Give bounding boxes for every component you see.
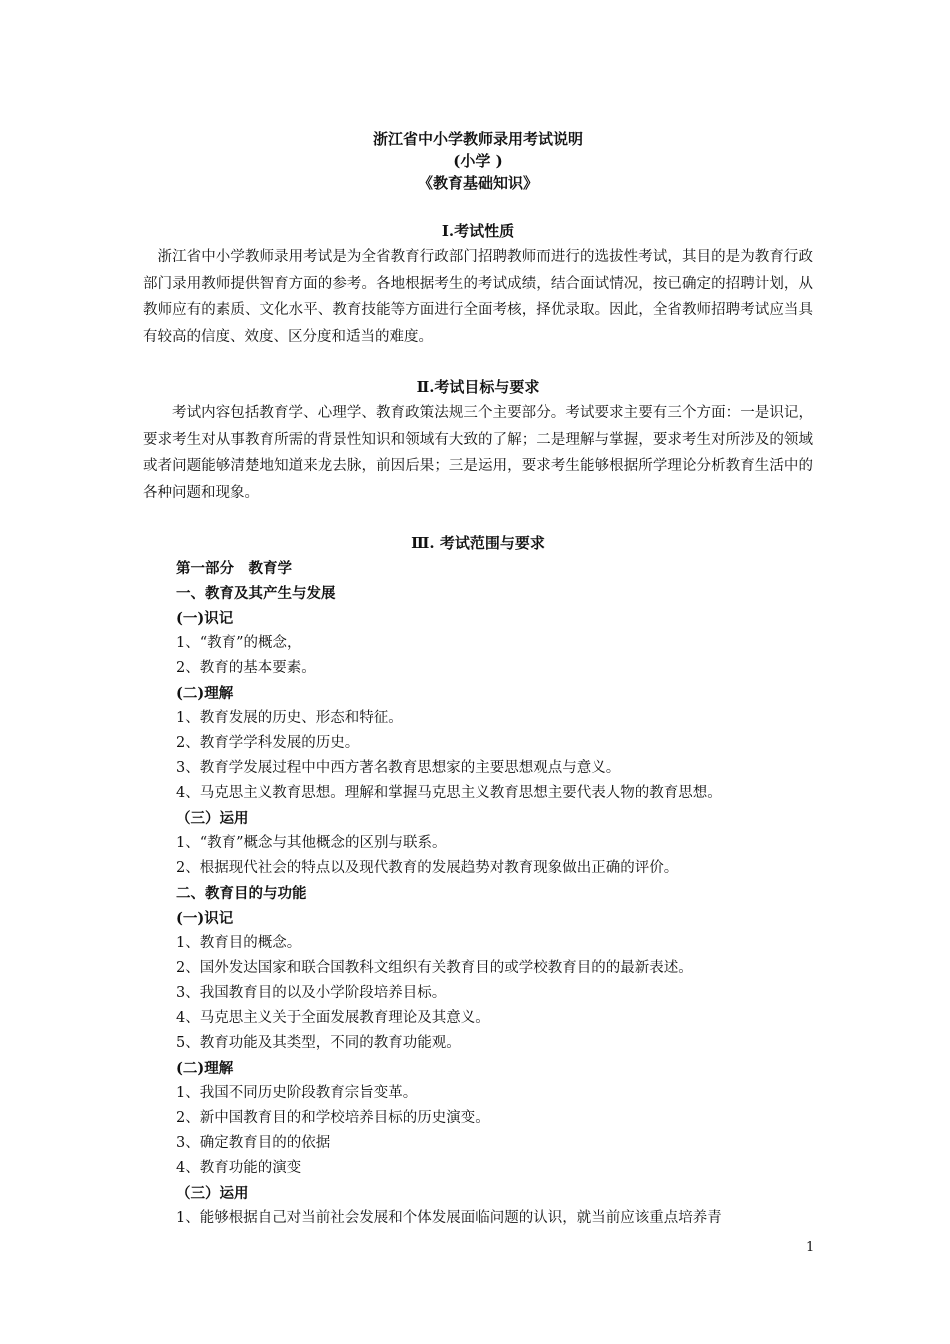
chapter-2-understand-heading: (二)理解 xyxy=(176,1060,234,1077)
chapter-2-apply-heading: （三）运用 xyxy=(176,1185,249,1202)
chapter-2-title: 二、教育目的与功能 xyxy=(176,885,307,902)
list-item: 1、“教育”的概念， xyxy=(176,635,302,651)
section-2-paragraph: 考试内容包括教育学、心理学、教育政策法规三个主要部分。考试要求主要有三个方面：一是识记，要求考生对从事教育所需的背景性知识和领域有大致的了解；二是理解与掌握，要求考生对所涉及的领域或者问题能够清楚地知道来龙去脉，前因后果；三是运用，要求考生能够根据所学理论分析教育生活中的各种问题和现象。 xyxy=(143,405,813,501)
chapter-1-understand-heading: (二)理解 xyxy=(176,685,234,702)
list-item: 1、能够根据自己对当前社会发展和个体发展面临问题的认识，就当前应该重点培养青 xyxy=(176,1210,722,1226)
list-item: 2、国外发达国家和联合国教科文组织有关教育目的或学校教育目的的最新表述。 xyxy=(176,960,693,976)
list-item: 3、教育学发展过程中中西方著名教育思想家的主要思想观点与意义。 xyxy=(176,760,621,776)
spacer xyxy=(143,506,813,530)
document-subtitle: (小学 ) xyxy=(453,152,503,170)
chapter-1-apply-heading: （三）运用 xyxy=(176,810,249,827)
chapter-1-title: 一、教育及其产生与发展 xyxy=(176,585,336,602)
section-2-heading: Ⅱ.考试目标与要求 xyxy=(416,378,540,396)
list-item: 2、新中国教育目的和学校培养目标的历史演变。 xyxy=(176,1110,490,1126)
list-item: 1、教育发展的历史、形态和特征。 xyxy=(176,710,403,726)
list-item: 2、教育学学科发展的历史。 xyxy=(176,735,360,751)
list-item: 3、我国教育目的以及小学阶段培养目标。 xyxy=(176,985,447,1001)
list-item: 1、“教育”概念与其他概念的区别与联系。 xyxy=(176,835,447,851)
list-item: 2、根据现代社会的特点以及现代教育的发展趋势对教育现象做出正确的评价。 xyxy=(176,860,679,876)
page-number: 1 xyxy=(806,1240,815,1255)
list-item: 4、马克思主义关于全面发展教育理论及其意义。 xyxy=(176,1010,490,1026)
spacer xyxy=(143,194,813,218)
document-title: 浙江省中小学教师录用考试说明 xyxy=(372,130,583,148)
section-1-heading: Ⅰ.考试性质 xyxy=(441,222,515,240)
list-item: 5、教育功能及其类型，不同的教育功能观。 xyxy=(176,1035,461,1051)
section-3-heading: Ⅲ. 考试范围与要求 xyxy=(411,534,545,552)
document-book-title: 《教育基础知识》 xyxy=(417,174,538,192)
part-heading: 第一部分 教育学 xyxy=(176,560,292,577)
chapter-2-memo-heading: (一)识记 xyxy=(176,910,234,927)
section-1-paragraph: 浙江省中小学教师录用考试是为全省教育行政部门招聘教师而进行的选拔性考试，其目的是为教育行政部门录用教师提供智育方面的参考。各地根据考生的考试成绩，结合面试情况，按已确定的招聘计划，从教师应有的素质、文化水平、教育技能等方面进行全面考核，择优录取。因此，全省教师招聘考试应当具有较高的信度、效度、区分度和适当的难度。 xyxy=(143,249,813,345)
list-item: 1、我国不同历史阶段教育宗旨变革。 xyxy=(176,1085,418,1101)
list-item: 2、教育的基本要素。 xyxy=(176,660,316,676)
document-page xyxy=(143,128,813,1231)
list-item: 4、马克思主义教育思想。理解和掌握马克思主义教育思想主要代表人物的教育思想。 xyxy=(176,785,722,801)
spacer xyxy=(143,350,813,374)
list-item: 4、教育功能的演变 xyxy=(176,1160,302,1176)
chapter-1-memo-heading: (一)识记 xyxy=(176,610,234,627)
list-item: 1、教育目的概念。 xyxy=(176,935,302,951)
list-item: 3、确定教育目的的依据 xyxy=(176,1135,331,1151)
